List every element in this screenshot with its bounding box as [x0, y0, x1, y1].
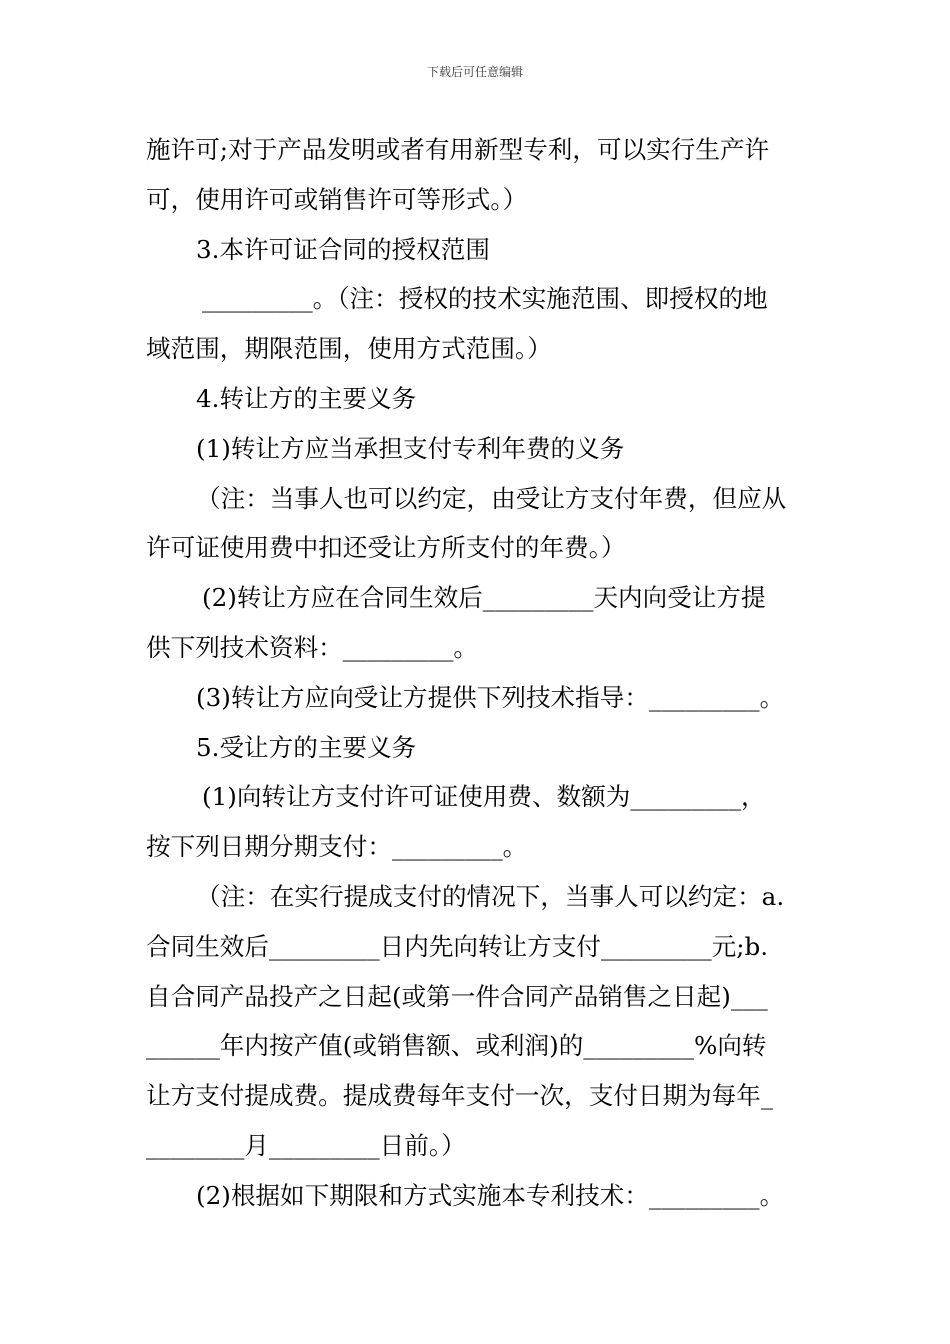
text-line: 让方支付提成费。提成费每年支付一次，支付日期为每年_	[146, 1081, 774, 1111]
text-line: 施许可;对于产品发明或者有用新型专利，可以实行生产许	[146, 135, 770, 164]
text-line: 供下列技术资料：_________。	[146, 632, 479, 662]
section-heading: 5.受让方的主要义务	[196, 732, 417, 762]
section-heading: 4.转让方的主要义务	[196, 383, 417, 413]
text-line: （注：在实行提成支付的情况下，当事人可以约定：a.	[196, 881, 785, 911]
text-line: 按下列日期分期支付：_________。	[146, 832, 528, 862]
text-line: 可，使用许可或销售许可等形式。）	[146, 184, 528, 214]
text-line: 域范围，期限范围，使用方式范围。）	[146, 334, 552, 364]
text-line: ______年内按产值(或销售额、或利润)的_________%向转	[146, 1031, 767, 1061]
section-heading: 3.本许可证合同的授权范围	[196, 234, 490, 264]
text-line: (2)转让方应在合同生效后_________天内向受让方提	[202, 583, 766, 613]
text-line: ________月_________日前。）	[146, 1130, 466, 1160]
text-line: (1)向转让方支付许可证使用费、数额为_________，	[202, 782, 766, 812]
page-header: 下载后可任意编辑	[426, 65, 523, 79]
text-line: 许可证使用费中扣还受让方所支付的年费。）	[146, 533, 626, 563]
text-line: (1)转让方应当承担支付专利年费的义务	[196, 433, 625, 463]
text-line: （注：当事人也可以约定，由受让方支付年费，但应从	[196, 483, 787, 513]
text-line: 合同生效后_________日内先向转让方支付_________元;b.	[146, 931, 769, 961]
text-line: _________。（注：授权的技术实施范围、即授权的地	[202, 284, 768, 314]
text-line: (2)根据如下期限和方式实施本专利技术：_________。	[196, 1180, 785, 1210]
document-body	[146, 125, 806, 1221]
text-line: 自合同产品投产之日起(或第一件合同产品销售之日起)___	[146, 981, 768, 1011]
text-line: (3)转让方应向受让方提供下列技术指导：_________。	[196, 682, 785, 712]
